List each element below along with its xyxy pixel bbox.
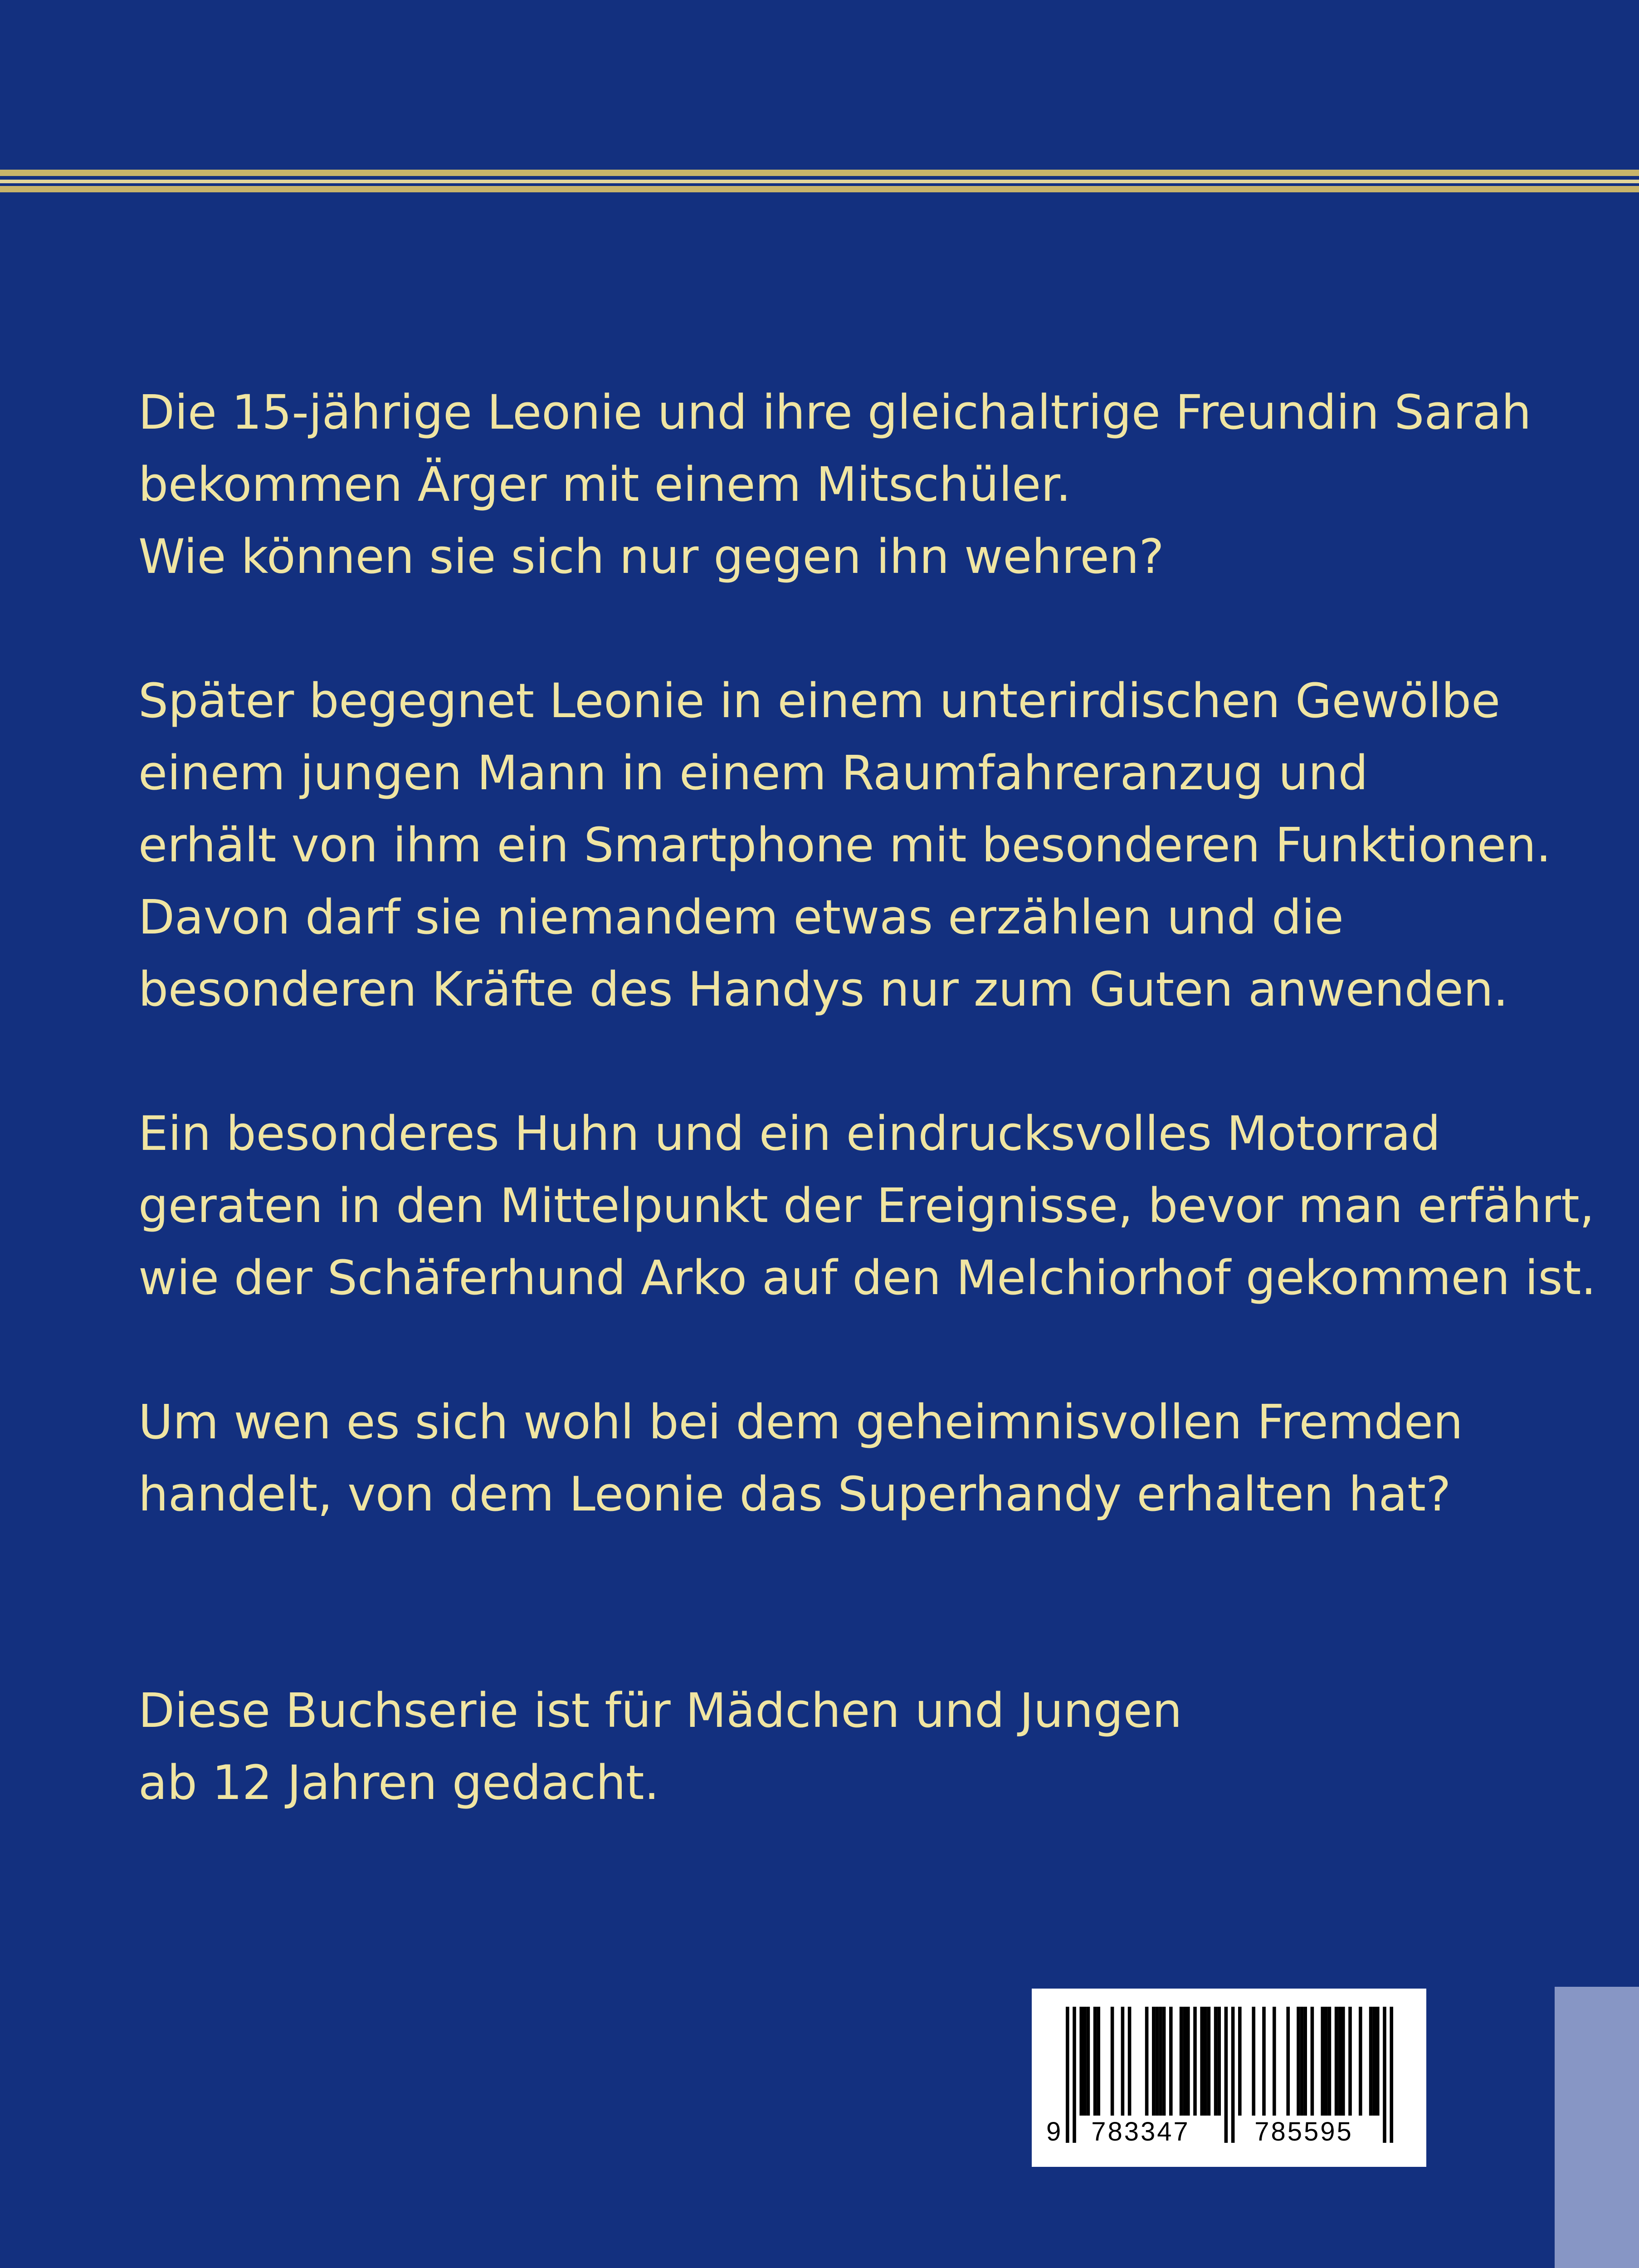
barcode-bar — [1359, 2007, 1362, 2116]
barcode-bar — [1097, 2007, 1100, 2116]
barcode-bar — [1169, 2007, 1173, 2116]
barcode-left-digits: 783347 — [1091, 2117, 1190, 2146]
barcode-bar — [1087, 2007, 1090, 2116]
barcode-bar — [1193, 2007, 1197, 2116]
barcode-bar — [1162, 2007, 1166, 2116]
barcode-bar — [1111, 2007, 1114, 2116]
blurb-line: bekommen Ärger mit einem Mitschüler. — [138, 457, 1071, 512]
barcode-right-digits: 785595 — [1254, 2117, 1353, 2146]
barcode-bar — [1224, 2007, 1228, 2143]
blurb-line: Ein besonderes Huhn und ein eindrucksvolles Motorrad — [138, 1106, 1441, 1161]
barcode-bar — [1186, 2007, 1190, 2116]
blurb-line: geraten in den Mittelpunkt der Ereignisse, bevor man erfährt, — [138, 1178, 1595, 1233]
barcode-bar — [1204, 2007, 1207, 2116]
barcode-bar — [1372, 2007, 1376, 2116]
barcode-bar — [1324, 2007, 1328, 2116]
barcode-bar — [1286, 2007, 1290, 2116]
barcode-graphic — [1032, 1989, 1426, 2167]
blurb-line: erhält von ihm ein Smartphone mit besonderen Funktionen. — [138, 817, 1551, 873]
barcode-bar — [1207, 2007, 1211, 2116]
barcode-bar — [1073, 2007, 1076, 2143]
barcode-bar — [1311, 2007, 1314, 2116]
barcode-bar — [1338, 2007, 1341, 2116]
gold-stripe-line — [0, 186, 1639, 192]
spine-tab — [1555, 1987, 1639, 2268]
barcode-bar — [1066, 2007, 1069, 2143]
barcode-bar — [1300, 2007, 1304, 2116]
blurb-line: Davon darf sie niemandem etwas erzählen und die — [138, 890, 1344, 945]
blurb-line: handelt, von dem Leonie das Superhandy erhalten hat? — [138, 1466, 1451, 1522]
barcode-bar — [1128, 2007, 1132, 2116]
barcode-bar — [1369, 2007, 1373, 2116]
barcode-bar — [1152, 2007, 1156, 2116]
audience-line: ab 12 Jahren gedacht. — [138, 1755, 659, 1810]
gold-stripe-band — [0, 168, 1639, 200]
isbn-barcode — [1032, 1989, 1426, 2167]
gold-stripe-line — [0, 170, 1639, 176]
barcode-bar — [1121, 2007, 1125, 2116]
barcode-bar — [1383, 2007, 1386, 2143]
blurb-line: Die 15-jährige Leonie und ihre gleichaltrige Freundin Sarah — [138, 385, 1532, 440]
barcode-bar — [1083, 2007, 1087, 2116]
blurb-line: einem jungen Mann in einem Raumfahreranzug und — [138, 745, 1368, 801]
barcode-bar — [1297, 2007, 1300, 2116]
barcode-bar — [1328, 2007, 1332, 2116]
barcode-bar — [1156, 2007, 1159, 2116]
barcode-bar — [1217, 2007, 1221, 2116]
blurb-line: Um wen es sich wohl bei dem geheimnisvollen Fremden — [138, 1394, 1463, 1450]
barcode-bar — [1200, 2007, 1204, 2116]
barcode-bar — [1180, 2007, 1183, 2116]
barcode-bar — [1238, 2007, 1242, 2116]
barcode-bar — [1262, 2007, 1266, 2116]
gold-stripe-line — [0, 180, 1639, 183]
barcode-bar — [1159, 2007, 1162, 2116]
blurb-line: wie der Schäferhund Arko auf den Melchiorhof gekommen ist. — [138, 1250, 1596, 1305]
barcode-bar — [1390, 2007, 1393, 2143]
blurb-text — [138, 376, 1596, 1819]
barcode-bar — [1183, 2007, 1186, 2116]
barcode-bar — [1079, 2007, 1083, 2116]
blurb-line: besonderen Kräfte des Handys nur zum Guten anwenden. — [138, 962, 1508, 1017]
barcode-bar — [1335, 2007, 1338, 2116]
blurb-line: Später begegnet Leonie in einem unterirdischen Gewölbe — [138, 673, 1501, 728]
barcode-bar — [1376, 2007, 1380, 2116]
audience-line: Diese Buchserie ist für Mädchen und Jungen — [138, 1683, 1182, 1738]
barcode-bar — [1273, 2007, 1276, 2116]
barcode-bar — [1214, 2007, 1218, 2116]
barcode-bar — [1252, 2007, 1255, 2116]
barcode-bar — [1303, 2007, 1307, 2116]
barcode-bar — [1348, 2007, 1352, 2116]
barcode-bar — [1231, 2007, 1235, 2143]
barcode-bar — [1093, 2007, 1097, 2116]
barcode-bar — [1321, 2007, 1324, 2116]
blurb-line: Wie können sie sich nur gegen ihn wehren? — [138, 529, 1164, 584]
barcode-bar — [1341, 2007, 1345, 2116]
barcode-bar — [1145, 2007, 1149, 2116]
barcode-first-digit: 9 — [1046, 2117, 1061, 2146]
